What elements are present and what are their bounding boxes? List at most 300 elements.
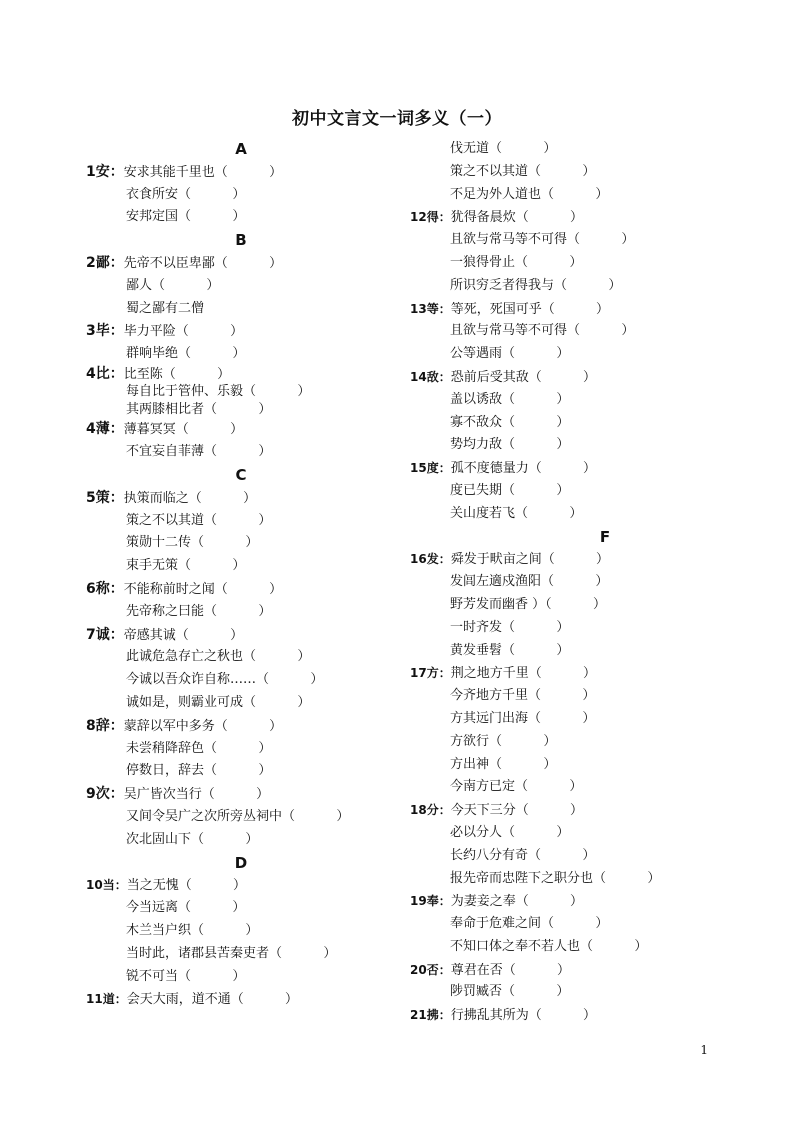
usage-line [86, 601, 406, 624]
answer-blank[interactable] [189, 321, 230, 344]
answer-blank[interactable] [541, 161, 582, 184]
word-entry [86, 161, 406, 184]
usage-line [410, 594, 740, 617]
usage-line [410, 229, 740, 252]
example-phrase: 长约八分有奇（ [450, 847, 542, 863]
answer-blank[interactable] [528, 252, 569, 275]
example-phrase: 势均力敌（ [450, 437, 516, 453]
close-paren: ） [258, 401, 272, 417]
answer-blank[interactable] [191, 184, 232, 207]
answer-blank[interactable] [552, 594, 593, 617]
word-entry [410, 366, 740, 389]
usage-line [86, 897, 406, 920]
answer-blank[interactable] [528, 776, 569, 799]
example-phrase: 当之无愧（ [126, 878, 192, 894]
close-paren: ） [595, 574, 609, 590]
entry-head: 9次： [86, 786, 124, 803]
close-paren: ） [569, 779, 583, 795]
answer-blank[interactable] [515, 389, 556, 412]
entry-head: 19奉： [410, 894, 451, 909]
entry-head: 2鄙： [86, 254, 124, 271]
close-paren: ） [595, 186, 609, 202]
close-paren: ） [230, 627, 244, 643]
entry-head: 8辞： [86, 717, 124, 734]
answer-blank[interactable] [217, 601, 258, 624]
usage-line [410, 389, 740, 412]
example-phrase: 衣食所安（ [126, 186, 192, 202]
section-letter: B [235, 231, 247, 250]
entry-head: 12得： [410, 210, 451, 225]
example-phrase: 方出神（ [450, 756, 503, 772]
usage-line [410, 731, 740, 754]
example-phrase: 蜀之鄙有二僧 [126, 300, 205, 316]
answer-blank[interactable] [228, 579, 269, 602]
answer-blank[interactable] [528, 503, 569, 526]
example-phrase: 等死，死国可乎（ [450, 301, 555, 317]
example-phrase: 其两膝相比者（ [126, 401, 218, 417]
close-paren: ） [230, 324, 244, 340]
close-paren: ） [556, 642, 570, 658]
close-paren: ） [569, 254, 583, 270]
close-paren: ） [582, 710, 596, 726]
answer-blank[interactable] [191, 343, 232, 366]
section-letter: A [235, 140, 247, 158]
close-paren: ） [582, 847, 596, 863]
example-phrase: 舜发于畎亩之间（ [450, 552, 555, 568]
answer-blank[interactable] [282, 943, 323, 966]
right-column [410, 138, 740, 1027]
answer-blank[interactable] [529, 800, 570, 823]
close-paren: ） [232, 346, 246, 362]
close-paren: ） [297, 649, 311, 665]
answer-blank[interactable] [165, 275, 206, 298]
example-phrase: 孤不度德量力（ [450, 461, 542, 477]
close-paren: ） [556, 482, 570, 498]
answer-blank[interactable] [541, 845, 582, 868]
close-paren: ） [297, 384, 311, 400]
close-paren: ） [608, 277, 622, 293]
answer-blank[interactable] [515, 640, 556, 663]
word-entry [410, 548, 740, 571]
entry-head: 14敌： [410, 369, 451, 384]
close-paren: ） [258, 444, 272, 460]
example-phrase: 尊君在否（ [450, 962, 516, 978]
close-paren: ） [647, 870, 661, 886]
answer-blank[interactable] [554, 184, 595, 207]
answer-blank[interactable] [580, 320, 621, 343]
example-phrase: 执策而临之（ [123, 490, 202, 506]
answer-blank[interactable] [256, 646, 297, 669]
example-phrase: 先帝不以臣卑鄙（ [123, 255, 228, 271]
entry-head: 3毕： [86, 323, 124, 340]
close-paren: ） [245, 923, 259, 938]
answer-blank[interactable] [191, 555, 232, 578]
answer-blank[interactable] [555, 549, 596, 572]
usage-line [410, 685, 740, 708]
answer-blank[interactable] [502, 138, 543, 161]
close-paren: ） [230, 422, 244, 438]
example-phrase: 比至陈（ [123, 366, 176, 382]
usage-line [410, 868, 740, 891]
answer-blank[interactable] [191, 897, 232, 920]
example-phrase: 策勋十二传（ [126, 535, 205, 551]
word-entry [410, 206, 740, 229]
word-entry [410, 298, 740, 321]
example-phrase: 先帝称之曰能（ [126, 603, 218, 619]
usage-line [86, 555, 406, 578]
example-phrase: 不能称前时之闻（ [123, 582, 228, 598]
answer-blank[interactable] [217, 738, 258, 761]
answer-blank[interactable] [515, 981, 556, 1004]
example-phrase: 不宜妄自菲薄（ [126, 444, 218, 460]
page-number: 1 [700, 1043, 708, 1057]
answer-blank[interactable] [215, 784, 256, 807]
word-entry [86, 783, 406, 806]
word-entry [86, 366, 406, 384]
example-phrase: 荆之地方千里（ [450, 666, 542, 682]
answer-blank[interactable] [529, 891, 570, 914]
usage-line [86, 806, 406, 829]
answer-blank[interactable] [228, 253, 269, 276]
close-paren: ） [556, 346, 570, 362]
example-phrase: 每自比于管仲、乐毅（ [126, 384, 257, 400]
example-phrase: 木兰当户织（ [126, 923, 205, 938]
usage-line [86, 383, 406, 401]
word-entry [86, 874, 406, 897]
usage-line [86, 692, 406, 715]
usage-line [410, 822, 740, 845]
close-paren: ） [595, 916, 609, 932]
usage-line [410, 754, 740, 777]
example-phrase: 今齐地方千里（ [450, 688, 542, 704]
usage-line [410, 252, 740, 275]
usage-line [86, 298, 406, 321]
example-phrase: 一狼得骨止（ [450, 254, 529, 270]
answer-blank[interactable] [515, 343, 556, 366]
close-paren: ） [245, 831, 259, 847]
answer-blank[interactable] [515, 617, 556, 640]
usage-line [86, 401, 406, 419]
usage-line [410, 503, 740, 526]
close-paren: ） [206, 277, 220, 293]
answer-blank[interactable] [515, 822, 556, 845]
answer-blank[interactable] [217, 760, 258, 783]
close-paren: ） [232, 209, 246, 225]
close-paren: ） [556, 619, 570, 635]
example-phrase: 方欲行（ [450, 733, 503, 749]
word-entry [410, 457, 740, 480]
usage-line [410, 936, 740, 959]
answer-blank[interactable] [554, 571, 595, 594]
close-paren: ） [543, 141, 557, 156]
entry-head: 10当： [86, 878, 127, 893]
usage-line [410, 161, 740, 184]
usage-line [86, 760, 406, 783]
example-phrase: 野芳发而幽香 ）（ [450, 596, 552, 612]
usage-line [86, 275, 406, 298]
close-paren: ） [232, 900, 246, 916]
usage-line [410, 981, 740, 1004]
example-phrase: 一时齐发（ [450, 619, 516, 635]
answer-blank[interactable] [580, 229, 621, 252]
example-phrase: 发闾左適戍渔阳（ [450, 574, 555, 590]
usage-line [86, 343, 406, 366]
example-phrase: 吴广皆次当行（ [123, 787, 215, 803]
word-entry [86, 988, 406, 1011]
example-phrase: 伐无道（ [450, 141, 503, 156]
answer-blank[interactable] [542, 663, 583, 686]
close-paren: ） [582, 688, 596, 704]
usage-line [410, 571, 740, 594]
left-column [86, 138, 406, 1011]
answer-blank[interactable] [176, 366, 217, 384]
answer-blank[interactable] [256, 692, 297, 715]
word-entry [86, 320, 406, 343]
answer-blank[interactable] [593, 936, 634, 959]
entry-head: 1安： [86, 163, 124, 180]
word-entry [410, 662, 740, 685]
answer-blank[interactable] [295, 806, 336, 829]
answer-blank[interactable] [502, 731, 543, 754]
example-phrase: 策之不以其道（ [126, 512, 218, 528]
answer-blank[interactable] [567, 275, 608, 298]
answer-blank[interactable] [228, 716, 269, 739]
answer-blank[interactable] [217, 401, 258, 419]
word-entry [86, 715, 406, 738]
close-paren: ） [232, 186, 246, 202]
example-phrase: 会天大雨，道不通（ [126, 992, 244, 1008]
answer-blank[interactable] [516, 960, 557, 983]
answer-blank[interactable] [189, 419, 230, 442]
word-entry [86, 252, 406, 275]
close-paren: ） [258, 763, 272, 779]
answer-blank[interactable] [204, 829, 245, 852]
answer-blank[interactable] [202, 488, 243, 511]
close-paren: ） [556, 824, 570, 840]
close-paren: ） [232, 558, 246, 574]
example-phrase: 蒙辞以军中多务（ [123, 718, 228, 734]
answer-blank[interactable] [217, 441, 258, 464]
example-phrase: 群响毕绝（ [126, 346, 192, 362]
entry-head: 21拂： [410, 1008, 451, 1023]
example-phrase: 次北固山下（ [126, 831, 205, 847]
entry-head: 4薄： [86, 421, 124, 438]
usage-line [410, 845, 740, 868]
usage-line [410, 275, 740, 298]
section-letter: C [235, 466, 247, 485]
word-entry [410, 1004, 740, 1027]
word-entry [410, 890, 740, 913]
close-paren: ） [596, 301, 610, 317]
word-entry [86, 487, 406, 510]
close-paren: ） [543, 756, 557, 772]
entry-head: 11道： [86, 992, 127, 1007]
example-phrase: 报先帝而忠陛下之职分也（ [450, 870, 607, 886]
answer-blank[interactable] [555, 299, 596, 322]
close-paren: ） [243, 490, 257, 506]
example-phrase: 公等遇雨（ [450, 346, 516, 362]
close-paren: ） [556, 984, 570, 1000]
example-phrase: 今当远离（ [126, 900, 192, 916]
close-paren: ） [570, 803, 584, 819]
close-paren: ） [323, 945, 337, 961]
usage-line [86, 184, 406, 207]
close-paren: ） [570, 210, 584, 226]
example-phrase: 陟罚臧否（ [450, 984, 516, 1000]
word-entry [86, 418, 406, 441]
usage-line [410, 913, 740, 936]
usage-line [410, 480, 740, 503]
usage-line [86, 669, 406, 692]
answer-blank[interactable] [217, 510, 258, 533]
close-paren: ） [583, 461, 597, 477]
close-paren: ） [297, 695, 311, 711]
usage-line [86, 441, 406, 464]
example-phrase: 薄暮冥冥（ [123, 422, 189, 438]
answer-blank[interactable] [502, 754, 543, 777]
usage-line [410, 640, 740, 663]
answer-blank[interactable] [541, 708, 582, 731]
answer-blank[interactable] [244, 989, 285, 1012]
answer-blank[interactable] [541, 685, 582, 708]
close-paren: ） [310, 672, 324, 688]
entry-head: 5策： [86, 489, 124, 506]
close-paren: ） [592, 596, 606, 612]
example-phrase: 恐前后受其敌（ [450, 369, 542, 385]
example-phrase: 不足为外人道也（ [450, 186, 555, 202]
word-entry [86, 578, 406, 601]
example-phrase: 方其远门出海（ [450, 710, 542, 726]
close-paren: ） [258, 603, 272, 619]
example-phrase: 安求其能千里也（ [123, 164, 228, 180]
entry-head: 17方： [410, 666, 451, 681]
answer-blank[interactable] [192, 875, 233, 898]
close-paren: ） [621, 232, 635, 248]
close-paren: ） [269, 718, 283, 734]
answer-blank[interactable] [554, 913, 595, 936]
close-paren: ） [582, 163, 596, 179]
example-phrase: 当时此，诸郡县苦秦吏者（ [126, 945, 283, 961]
entry-head: 18分： [410, 803, 451, 818]
usage-line [86, 829, 406, 852]
answer-blank[interactable] [606, 868, 647, 891]
usage-line [86, 738, 406, 761]
answer-blank[interactable] [542, 1005, 583, 1028]
example-phrase: 所识穷乏者得我与（ [450, 277, 568, 293]
entry-head: 4比： [86, 365, 124, 382]
close-paren: ） [269, 164, 283, 180]
example-phrase: 锐不可当（ [126, 968, 192, 984]
example-phrase: 停数日，辞去（ [126, 763, 218, 779]
usage-line [410, 320, 740, 343]
answer-blank[interactable] [204, 920, 245, 943]
example-phrase: 行拂乱其所为（ [450, 1008, 542, 1024]
usage-line [86, 966, 406, 989]
example-phrase: 今南方已定（ [450, 779, 529, 795]
entry-head: 15度： [410, 461, 451, 476]
example-phrase: 鄙人（ [126, 277, 166, 293]
example-phrase: 盖以诱敌（ [450, 391, 516, 407]
close-paren: ） [258, 512, 272, 528]
example-phrase: 未尝稍降辞色（ [126, 740, 218, 756]
example-phrase: 奉命于危难之间（ [450, 916, 555, 932]
usage-line [86, 532, 406, 555]
entry-head: 13等： [410, 301, 451, 316]
close-paren: ） [621, 323, 635, 339]
example-phrase: 寡不敌众（ [450, 414, 516, 430]
close-paren: ） [583, 666, 597, 682]
answer-blank[interactable] [204, 532, 245, 555]
entry-head: 7诚： [86, 626, 124, 643]
close-paren: ） [583, 1008, 597, 1024]
close-paren: ） [217, 366, 231, 382]
answer-blank[interactable] [515, 412, 556, 435]
section-letter: F [599, 527, 611, 546]
answer-blank[interactable] [256, 383, 297, 401]
entry-head: 20否： [410, 962, 451, 977]
answer-blank[interactable] [228, 162, 269, 185]
example-phrase: 毕力平险（ [123, 324, 189, 340]
close-paren: ） [269, 582, 283, 598]
example-phrase: 为妻妾之奉（ [450, 894, 529, 910]
usage-line [410, 776, 740, 799]
answer-blank[interactable] [515, 434, 556, 457]
example-phrase: 度已失期（ [450, 482, 516, 498]
answer-blank[interactable] [529, 207, 570, 230]
answer-blank[interactable] [542, 458, 583, 481]
example-phrase: 关山度若飞（ [450, 505, 529, 521]
close-paren: ） [269, 255, 283, 271]
answer-blank[interactable] [191, 966, 232, 989]
answer-blank[interactable] [189, 625, 230, 648]
example-phrase: 诚如是，则霸业可成（ [126, 695, 257, 711]
usage-line [410, 617, 740, 640]
close-paren: ） [556, 391, 570, 407]
entry-head: 6称： [86, 581, 124, 598]
close-paren: ） [256, 787, 270, 803]
example-phrase: 安邦定国（ [126, 209, 192, 225]
example-phrase: 且欲与常马等不可得（ [450, 232, 581, 248]
close-paren: ） [596, 552, 610, 568]
answer-blank[interactable] [191, 206, 232, 229]
usage-line [410, 184, 740, 207]
usage-line [86, 206, 406, 229]
close-paren: ） [556, 437, 570, 453]
word-entry [86, 624, 406, 647]
word-entry [410, 959, 740, 982]
example-phrase: 帝感其诚（ [123, 627, 189, 643]
example-phrase: 束手无策（ [126, 558, 192, 574]
section-letter: D [234, 853, 248, 872]
answer-blank[interactable] [515, 480, 556, 503]
example-phrase: 又间令吴广之次所旁丛祠中（ [126, 809, 296, 825]
answer-blank[interactable] [542, 367, 583, 390]
close-paren: ） [245, 535, 259, 551]
example-phrase: 此诚危急存亡之秋也（ [126, 649, 257, 665]
close-paren: ） [285, 992, 299, 1008]
close-paren: ） [556, 414, 570, 430]
page-title: 初中文言文一词多义（一） [292, 109, 502, 129]
example-phrase: 犹得备晨炊（ [450, 210, 529, 226]
usage-line [86, 510, 406, 533]
example-phrase: 今诚以吾众诈自称……（ [126, 672, 270, 688]
close-paren: ） [232, 968, 246, 984]
close-paren: ） [557, 962, 571, 978]
answer-blank[interactable] [269, 669, 310, 692]
usage-line [410, 708, 740, 731]
usage-line [410, 412, 740, 435]
close-paren: ） [543, 733, 557, 749]
